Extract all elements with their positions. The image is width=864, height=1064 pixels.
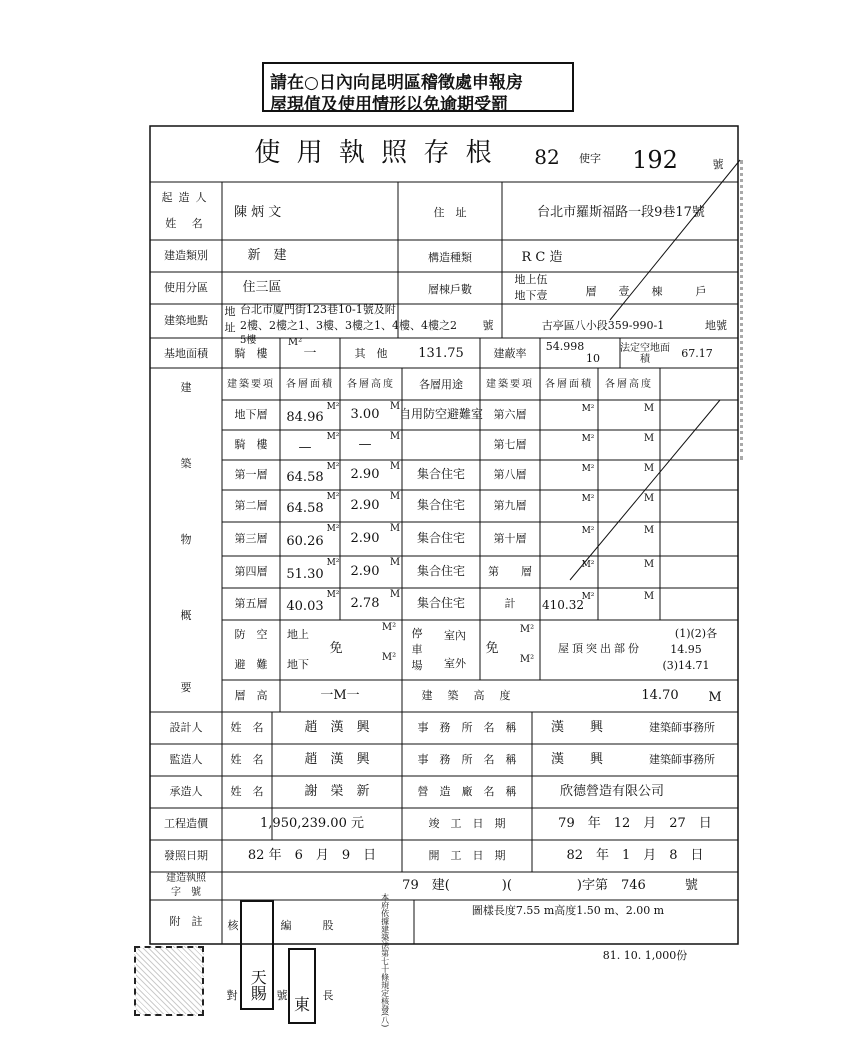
build-category: 新 建 [247, 247, 287, 263]
height-unit: M [389, 461, 401, 473]
shelter-above-label: 地上 [287, 627, 309, 641]
shelter-m2-a: M² [381, 622, 397, 634]
building-height-unit: M [708, 689, 722, 705]
arcade-m2: M² [287, 337, 303, 349]
start-date: 82 年 1 月 8 日 [566, 847, 704, 863]
remark-label: 附 註 [169, 914, 203, 928]
vert-char-2: 築 [180, 456, 192, 470]
site-haolabel: 地號 [705, 318, 727, 332]
parking-label [404, 626, 430, 676]
col-area-header: 各層面積 [286, 379, 334, 391]
col-floor-header: 建築要項 [227, 379, 275, 391]
supervisor-label: 監造人 [169, 752, 203, 766]
site-label: 建築地點 [164, 313, 208, 327]
area-unit: M² [326, 431, 340, 442]
floor-label: 第五層 [234, 596, 268, 610]
floor-area: 84.96 [286, 409, 324, 425]
area-unit: M² [326, 589, 340, 600]
floor-area: 60.26 [286, 533, 324, 549]
print-info: 81. 10. 1,000份 [602, 948, 688, 962]
applicant-name: 陳 炳 文 [234, 204, 282, 220]
shelter-label-2: 避 難 [234, 657, 268, 671]
floor-label: 第四層 [234, 564, 268, 578]
site-sub1: 地 [224, 304, 236, 318]
parking-char-3: 場 [411, 658, 423, 672]
site-address-3: 5樓 [240, 335, 257, 347]
coverage-suffix: 10 [586, 351, 600, 365]
parking-char-2: 車 [411, 642, 423, 656]
start-label: 開 工 日 期 [428, 848, 506, 862]
col-area-header-right: 各層面積 [545, 379, 593, 391]
floor-height-label: 層 高 [234, 688, 268, 702]
shelter-m2-b: M² [381, 652, 397, 664]
floors-tail: 層 壹 棟 戶 [585, 284, 707, 298]
height-unit-right: M [643, 433, 655, 445]
other-label: 其 他 [354, 346, 388, 360]
cost-value: 1,950,239.00 元 [260, 815, 364, 831]
shelter-above-value: 免 [329, 640, 343, 656]
floor-label-right: 第七層 [493, 437, 527, 451]
area-unit-right: M² [581, 493, 595, 504]
contractor-name-label: 姓 名 [230, 784, 264, 798]
permit-label-2: 字 號 [171, 887, 201, 899]
seal-text-1: 天賜 [248, 969, 268, 1001]
permit-number: 192 [632, 146, 678, 175]
year-number: 82 [534, 144, 560, 169]
designer-office-tail: 建築師事務所 [649, 720, 715, 734]
floor-area: — [298, 439, 312, 455]
contractor-name: 謝 榮 新 [304, 783, 370, 799]
page-title: 使 用 執 照 存 根 [254, 138, 496, 169]
floor-label-right: 第 層 [488, 564, 532, 578]
vert-char-1: 建 [180, 380, 192, 394]
floor-use: 集合住宅 [416, 531, 465, 546]
roof-value-3: (3)14.71 [662, 658, 710, 672]
law-note: 本府依據建築法第七十條規定核發(八) [380, 892, 390, 1028]
tax-stamp [134, 946, 204, 1016]
site-hao: 號 [482, 318, 494, 332]
area-unit: M² [326, 401, 340, 412]
height-unit-right: M [643, 493, 655, 505]
area-unit-right: M² [581, 433, 595, 444]
floor-label-right: 計 [504, 596, 516, 610]
vert-char-4: 概 [180, 608, 192, 622]
supervisor-office-label: 事 務 所 名 稱 [417, 752, 517, 766]
vert-char-5: 要 [180, 680, 192, 694]
floor-area: 51.30 [286, 566, 324, 582]
building-height-label: 建 築 高 度 [421, 688, 513, 702]
parking-char-1: 停 [411, 626, 423, 640]
applicant-label: 起造人 [161, 190, 213, 204]
floor-label: 第二層 [234, 498, 268, 512]
edge-mark [740, 160, 783, 460]
height-unit: M [389, 523, 401, 535]
floors-above: 地上伍 [514, 272, 548, 286]
applicant-address: 台北市羅斯福路一段9巷17號 [537, 204, 705, 220]
issue-date: 82 年 6 月 9 日 [247, 847, 377, 863]
supervisor-name: 趙 漢 興 [304, 751, 370, 767]
seal-text-2: 東 [293, 994, 310, 1014]
height-unit: M [389, 557, 401, 569]
height-unit-right: M [643, 559, 655, 571]
area-unit: M² [326, 523, 340, 534]
floors-label: 層棟戶數 [428, 282, 472, 296]
site-address-1: 台北市廈門街123巷10-1號及附 [240, 302, 396, 316]
shelter-below-label: 地下 [287, 657, 309, 671]
contractor-company: 欣德營造有限公司 [559, 783, 664, 799]
applicant-name-label: 姓 名 [165, 216, 209, 230]
area-unit-right: M² [581, 463, 595, 474]
build-category-label: 建造類別 [164, 248, 208, 262]
coverage-label: 建蔽率 [493, 346, 527, 360]
designer-name: 趙 漢 興 [304, 719, 370, 735]
stamp-label-dui: 對 [226, 988, 238, 1002]
floor-label-right: 第九層 [493, 498, 527, 512]
height-unit: M [389, 401, 401, 413]
coverage-value: 54.998 [545, 339, 585, 353]
arcade-label: 騎 樓 [234, 346, 268, 360]
floor-label: 地下層 [234, 407, 268, 421]
floors-below: 地下壹 [514, 288, 548, 302]
shelter-label-1: 防 空 [234, 627, 268, 641]
contractor-label: 承造人 [169, 784, 203, 798]
area-unit-right: M² [581, 559, 595, 570]
stamp-label-zhang: 長 [322, 988, 334, 1002]
open-space-value: 67.17 [681, 346, 713, 360]
permit-label-1: 建造執照 [166, 873, 206, 885]
stamp-label-hao: 號 [276, 988, 288, 1002]
roof-value-2: 14.95 [670, 642, 702, 656]
floor-label: 第一層 [234, 467, 268, 481]
floor-height: 2.90 [350, 466, 380, 482]
height-unit-right: M [643, 463, 655, 475]
height-unit: M [389, 431, 401, 443]
floor-use: 集合住宅 [416, 467, 465, 482]
floor-area: 64.58 [286, 500, 324, 516]
contractor-company-label: 營 造 廠 名 稱 [417, 784, 517, 798]
completion-date: 79 年 12 月 27 日 [558, 815, 712, 831]
floor-height-value: 一M一 [320, 687, 360, 703]
area-unit-right: M² [581, 525, 595, 536]
area-unit: M² [326, 491, 340, 502]
stamp-label-he: 核 [227, 918, 239, 932]
notice-line1: 請在○日內向昆明區稽徵處申報房 [270, 73, 523, 93]
roof-label: 屋頂突出部份 [558, 641, 642, 655]
area-unit: M² [326, 557, 340, 568]
drawing-size: 圖樣長度7.55 m高度1.50 m、2.00 m [471, 903, 665, 917]
designer-label: 設計人 [169, 720, 203, 734]
building-height-value: 14.70 [641, 687, 679, 703]
height-unit-right: M [643, 403, 655, 415]
area-unit: M² [326, 461, 340, 472]
permit-zi: 使字 [579, 151, 601, 165]
floor-height: — [358, 436, 372, 452]
permit-value: 79 建( )( )字第 746 號 [402, 877, 698, 893]
floor-use: 集合住宅 [416, 564, 465, 579]
completion-label: 竣 工 日 期 [428, 816, 506, 830]
roof-value-1: (1)(2)各 [674, 626, 718, 640]
parking-m2-a: M² [519, 624, 535, 636]
structure-type: R C 造 [521, 249, 563, 265]
structure-label: 構造種類 [428, 250, 472, 264]
site-sub2: 址 [224, 320, 236, 334]
area-unit-right: M² [581, 403, 595, 414]
zone: 住三區 [242, 279, 282, 295]
total-area: 410.32 [542, 598, 584, 613]
supervisor-name-label: 姓 名 [230, 752, 264, 766]
floor-label-right: 第十層 [493, 531, 527, 545]
floor-height: 2.90 [350, 530, 380, 546]
col-height-header-right: 各層高度 [605, 379, 653, 391]
parking-value: 免 [485, 640, 499, 656]
height-unit: M [389, 491, 401, 503]
col-floor-header-right: 建築要項 [486, 379, 534, 391]
parking-outdoor: 室外 [444, 656, 466, 670]
floor-height: 3.00 [350, 406, 380, 422]
floor-label: 騎 樓 [234, 437, 268, 451]
floor-label-right: 第八層 [493, 467, 527, 481]
supervisor-office: 漢 興 [550, 751, 603, 767]
stamp-label-bian: 編 [280, 918, 292, 932]
arcade-value: 一 [303, 345, 317, 361]
floor-height: 2.90 [350, 497, 380, 513]
col-height-header: 各層高度 [347, 379, 395, 391]
col-use-header: 各層用途 [419, 377, 463, 391]
parking-m2-b: M² [519, 654, 535, 666]
address-label: 住 址 [433, 205, 467, 219]
floor-height: 2.90 [350, 563, 380, 579]
stamp-label-gu: 股 [322, 918, 334, 932]
area-unit-right: M² [581, 591, 595, 602]
issue-label: 發照日期 [164, 848, 208, 862]
floor-label: 第三層 [234, 531, 268, 545]
base-area-label: 基地面積 [164, 346, 208, 360]
vert-char-3: 物 [180, 532, 192, 546]
open-space-label: 法定空地面積 [620, 342, 670, 365]
designer-name-label: 姓 名 [230, 720, 264, 734]
height-unit-right: M [643, 525, 655, 537]
floor-area: 64.58 [286, 469, 324, 485]
designer-office-label: 事 務 所 名 稱 [417, 720, 517, 734]
floor-area: 40.03 [286, 598, 324, 614]
parking-indoor: 室內 [444, 628, 466, 642]
floor-label-right: 第六層 [493, 407, 527, 421]
notice-line2: 屋現值及使用情形以免逾期受罰 [270, 95, 508, 115]
hao-label: 號 [712, 157, 724, 171]
site-section: 古亭區八小段359-990-1 [541, 318, 665, 332]
other-value: 131.75 [418, 345, 464, 361]
height-unit: M [389, 589, 401, 601]
floor-use: 集合住宅 [416, 596, 465, 611]
overview-vertical-label [150, 370, 222, 710]
floor-use: 集合住宅 [416, 498, 465, 513]
supervisor-office-tail: 建築師事務所 [649, 752, 715, 766]
floor-use: 自用防空避難室 [399, 407, 484, 422]
cost-label: 工程造價 [164, 816, 208, 830]
designer-office: 漢 興 [550, 719, 603, 735]
zone-label: 使用分區 [164, 280, 208, 294]
floor-height: 2.78 [350, 595, 380, 611]
site-address-2: 2樓、2樓之1、3樓、3樓之1、4樓、4樓之2 [240, 318, 457, 332]
floor-use [402, 430, 480, 460]
height-unit-right: M [643, 591, 655, 603]
